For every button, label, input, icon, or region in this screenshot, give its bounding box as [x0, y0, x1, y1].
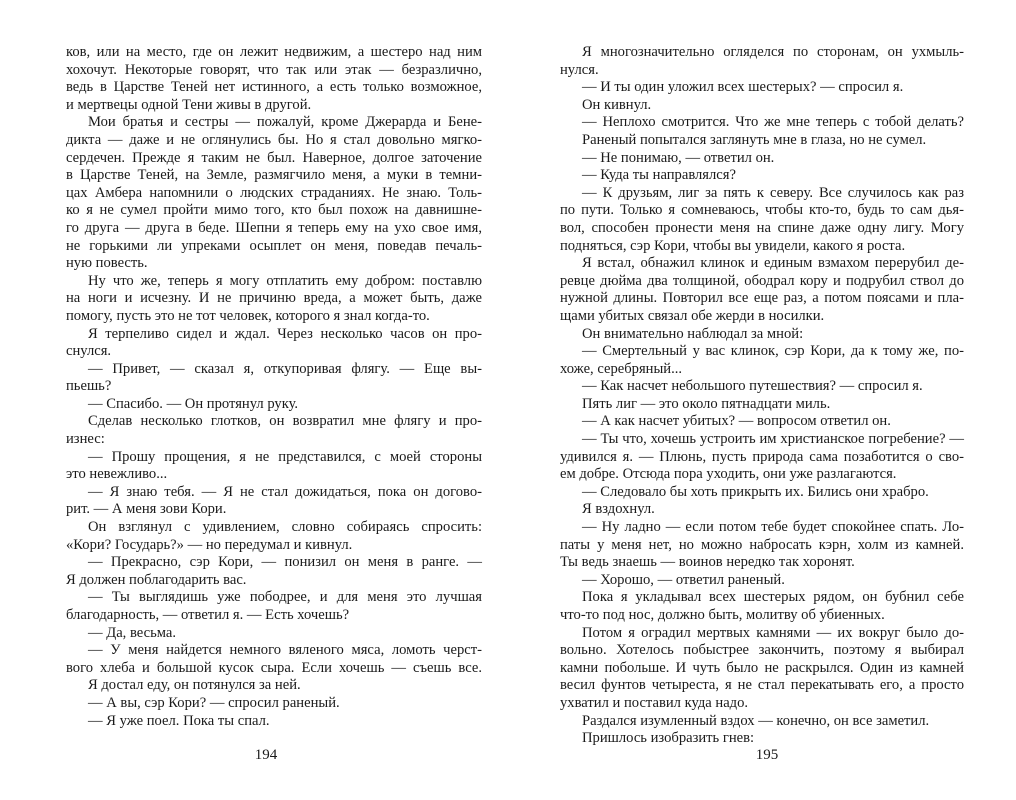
text-line: в Царстве Теней, на Земле, размягчило меня, а муки в темни- — [66, 167, 482, 184]
text-line: — Куда ты направлялся? — [582, 167, 736, 184]
text-line: Он взглянул с удивлением, словно собираясь спросить: — [88, 519, 482, 536]
text-line: — Ну ладно — если потом тебе будет спокойнее спать. Ло- — [582, 519, 964, 536]
text-line: Я терпеливо сидел и ждал. Через несколько часов он про- — [88, 325, 482, 342]
right-page-number: 195 — [755, 747, 779, 763]
text-line: Пока я укладывал всех шестерых рядом, он бубнил себе — [582, 589, 964, 606]
text-line: щами убитых связал обе жерди в носилки. — [560, 307, 825, 324]
text-line: Он внимательно наблюдал за мной: — [582, 325, 804, 342]
text-line: что-то под нос, должно быть, молитву об убиенных. — [560, 607, 885, 623]
text-line: Я многозначительно огляделся по сторонам, он ухмыль- — [582, 44, 964, 60]
text-line: — Следовало бы хоть прикрыть их. Бились они храбро. — [582, 483, 929, 500]
text-line: Раздался изумленный вздох — конечно, он все заметил. — [582, 712, 930, 729]
text-line: ведь в Царстве Теней нет истинного, а есть только возможное, — [66, 79, 482, 96]
text-line: «Кори? Государь?» — но передумал и кивнул. — [66, 536, 353, 553]
text-line: — Как насчет небольшого путешествия? — спросил я. — [582, 378, 923, 395]
text-line: — Смертельный у вас клинок, сэр Кори, да к тому же, по- — [582, 343, 964, 360]
right-page-text — [560, 44, 964, 748]
text-line: Ну что же, теперь я могу отплатить ему добром: поставлю — [88, 272, 482, 289]
text-line: Я встал, обнажил клинок и единым взмахом перерубил де- — [582, 255, 964, 272]
text-line: подняться, сэр Кори, чтобы вы увидели, какого я роста. — [560, 237, 906, 254]
text-line: по пути. Только я сомневаюсь, чтобы кто-то, будь то сам дья- — [560, 202, 964, 219]
text-line: сердечен. Прежде я таким не был. Наверное, долгое заточение — [66, 149, 482, 166]
text-line: — И ты один уложил всех шестерых? — спросил я. — [582, 79, 904, 96]
text-line: Сделав несколько глотков, он возвратил мне флягу и про- — [88, 413, 482, 430]
text-line: — У меня найдется немного вяленого мяса, ломоть черст- — [88, 642, 482, 659]
text-line: ухватил и поставил куда надо. — [560, 694, 749, 711]
text-line: дикта — даже и не оглянулись бы. Но я стал довольно мягко- — [66, 131, 482, 148]
text-line: Мои братья и сестры — пожалуй, кроме Джерарда и Бене- — [88, 114, 482, 131]
text-line: благодарность, — ответил я. — Есть хочешь? — [66, 607, 350, 623]
text-line: Я достал еду, он потянулся за ней. — [88, 677, 301, 694]
text-line: рит. — А меня зови Кори. — [66, 501, 227, 518]
text-line: хохочут. Некоторые говорят, что так или этак — безразлично, — [66, 61, 482, 78]
text-line: ную повесть. — [66, 255, 148, 272]
text-line: — Я уже поел. Пока ты спал. — [88, 712, 270, 729]
text-line: помогу, пусть это не тот человек, которого я знал когда-то. — [66, 307, 430, 324]
text-line: нужной длины. Повторил все еще раз, а потом поясами и пла- — [560, 290, 964, 307]
text-line: вольно. Хотелось побыстрее закончить, поэтому я выбирал — [560, 642, 964, 659]
text-line: — Ты что, хочешь устроить им христианское погребение? — — [582, 431, 964, 448]
text-line: — А вы, сэр Кори? — спросил раненый. — [88, 694, 340, 711]
text-line: Пришлось изобразить гнев: — [582, 730, 755, 747]
text-line: Он кивнул. — [582, 96, 652, 113]
text-line: — Ты выглядишь уже пободрее, и для меня это лучшая — [88, 589, 482, 606]
text-line: — Да, весьма. — [88, 624, 177, 641]
text-line: — Не понимаю, — ответил он. — [582, 149, 775, 166]
text-line: Я должен поблагодарить вас. — [66, 571, 247, 588]
text-line: и мертвецы одной Тени живы в другой. — [66, 96, 312, 113]
text-line: Потом я оградил мертвых камнями — их вокруг было до- — [582, 624, 964, 641]
text-line: нулся. — [560, 61, 599, 78]
text-line: цах Амбера напомнили о людских страданиях. Не знаю. Толь- — [66, 184, 482, 201]
text-line: вол, способен пронести меня на спине даже одну лигу. Могу — [560, 219, 964, 236]
text-line: пьешь? — [66, 378, 112, 395]
left-page-text — [66, 44, 482, 730]
text-line: ревце дюйма два толщиной, ободрал кору и подрубил ствол до — [560, 272, 964, 289]
text-line: — К друзьям, лиг за пять к северу. Все случилось как раз — [582, 184, 964, 201]
text-line: — Хорошо, — ответил раненый. — [582, 571, 785, 588]
text-line: — Неплохо смотрится. Что же мне теперь с тобой делать? — [582, 114, 964, 131]
text-line: это невежливо... — [66, 466, 168, 483]
text-line: паты у меня нет, но можно набросать кэрн, холм из камней. — [560, 536, 964, 553]
text-line: хоже, серебряный... — [560, 360, 683, 377]
text-line: ков, или на место, где он лежит недвижим, а шестеро над ним — [66, 44, 482, 60]
text-line: ко я не сумел пройти мимо того, кто был похож на давнишне- — [66, 202, 482, 219]
text-line: на ноги и исчезну. И не причиню вреда, а может быть, даже — [66, 290, 482, 307]
text-line: Я вздохнул. — [582, 501, 655, 518]
text-line: изнес: — [66, 431, 105, 448]
text-line: весил фунтов четыреста, я не стал перекатывать его, а просто — [560, 677, 964, 694]
text-line: — Прекрасно, сэр Кори, — понизил он меня в ранге. — — [88, 554, 482, 571]
text-line: вого хлеба и большой кусок сыра. Если хочешь — съешь все. — [66, 659, 482, 676]
text-line: удивился я. — Плюнь, пусть природа сама позаботится о сво- — [560, 448, 964, 465]
text-line: Пять лиг — это около пятнадцати миль. — [582, 395, 831, 412]
text-line: — А как насчет убитых? — вопросом ответил он. — [582, 413, 891, 430]
text-line: Ты ведь знаешь — воинов нередко так хоронят. — [560, 554, 855, 571]
text-line: Раненый попытался заглянуть мне в глаза, но не сумел. — [582, 131, 927, 148]
text-line: — Прошу прощения, я не представился, с моей стороны — [88, 448, 482, 465]
text-line: — Привет, — сказал я, откупоривая флягу. — Еще вы- — [88, 360, 482, 377]
text-line: снулся. — [66, 343, 112, 360]
text-line: — Я знаю тебя. — Я не стал дожидаться, пока он догово- — [88, 483, 482, 500]
text-line: — Спасибо. — Он протянул руку. — [88, 395, 299, 412]
text-line: не горькими ли упреками осыплет он меня, поведав печаль- — [66, 237, 482, 254]
text-line: камни побольше. И чуть было не раскрылся. Один из камней — [560, 659, 964, 676]
text-line: ем добре. Отсюда пора уходить, они уже разлагаются. — [560, 466, 897, 483]
left-page-number: 194 — [254, 747, 278, 763]
text-line: го друга — друга в беде. Шепни я теперь ему на ухо свое имя, — [66, 219, 482, 236]
